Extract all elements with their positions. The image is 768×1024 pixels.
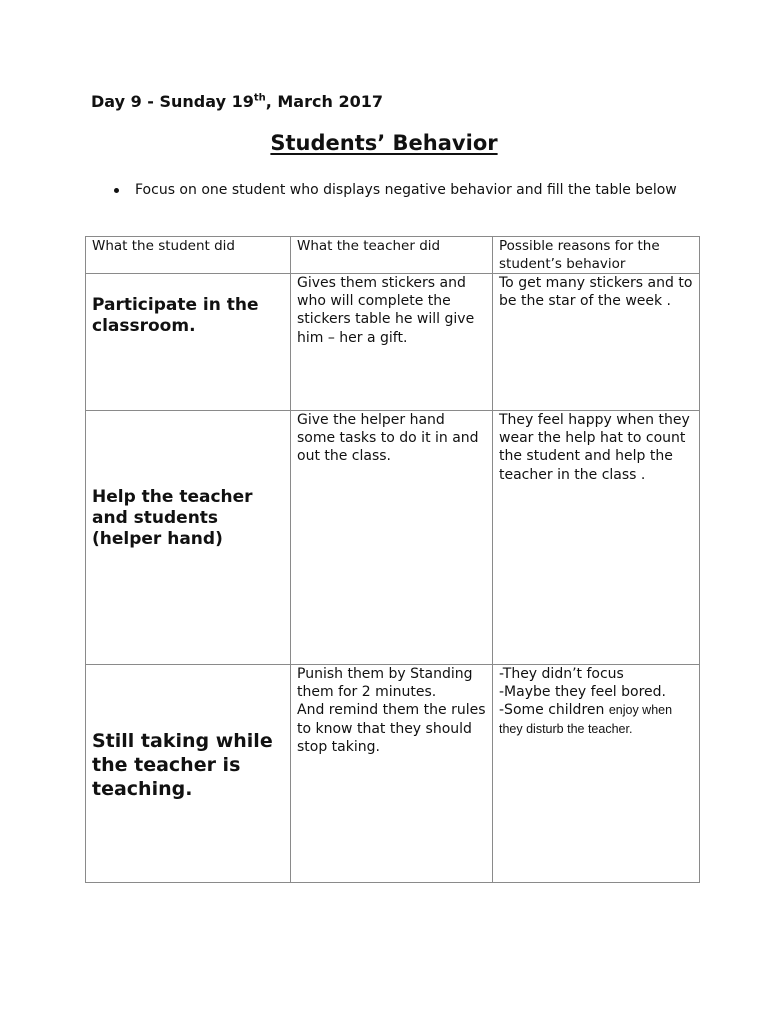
student-action: Still taking while the teacher is teaching.	[92, 729, 273, 800]
behavior-table	[85, 236, 700, 883]
table-header-row	[86, 237, 700, 274]
student-action: Help the teacher and students (helper hand)	[92, 487, 313, 549]
date-text: Day 9 - Sunday 19	[91, 92, 254, 111]
table-row	[86, 665, 700, 883]
date-ordinal-suffix: th	[253, 92, 266, 104]
teacher-action: Gives them stickers and who will complete the stickers table he will give him – her a gift.	[297, 275, 475, 346]
reason-line: -They didn’t focus	[499, 666, 624, 682]
reason-cell	[493, 411, 700, 665]
column-header-student: What the student did	[86, 237, 291, 274]
reason-cell	[493, 274, 700, 411]
reason-line-with-note	[499, 701, 693, 737]
student-action-cell	[86, 411, 313, 665]
table-row	[86, 274, 700, 411]
column-header-reasons: Possible reasons for the student’s behavior	[493, 237, 700, 274]
reason-cell	[493, 665, 700, 883]
reason-note: enjoy when they disturb the teacher.	[499, 703, 673, 736]
instruction-list	[113, 181, 693, 200]
reason-line: -Maybe they feel bored.	[499, 684, 667, 701]
teacher-action: Give the helper hand some tasks to do it in and out the class.	[297, 412, 479, 465]
student-action: Participate in the classroom.	[92, 295, 259, 336]
teacher-action-cell	[291, 411, 493, 665]
date-month-year: , March 2017	[265, 92, 383, 111]
instruction-item: Focus on one student who displays negative behavior and fill the table below	[113, 181, 693, 200]
page-title: Students’ Behavior	[270, 131, 498, 155]
teacher-action-cell	[291, 274, 493, 411]
table-row	[86, 411, 700, 665]
column-header-teacher: What the teacher did	[291, 237, 493, 274]
student-action-cell	[86, 665, 291, 883]
reason-text: To get many stickers and to be the star of the week .	[499, 275, 693, 310]
date-heading	[91, 92, 383, 111]
reason-text: They feel happy when they wear the help hat to count the student and help the teacher in the class .	[499, 412, 690, 483]
reason-line: -Some children	[499, 702, 609, 719]
teacher-action-cell	[291, 665, 493, 883]
teacher-action: Punish them by Standing them for 2 minutes. And remind them the rules to know that they should stop taking.	[297, 666, 486, 755]
student-action-cell	[86, 274, 291, 411]
